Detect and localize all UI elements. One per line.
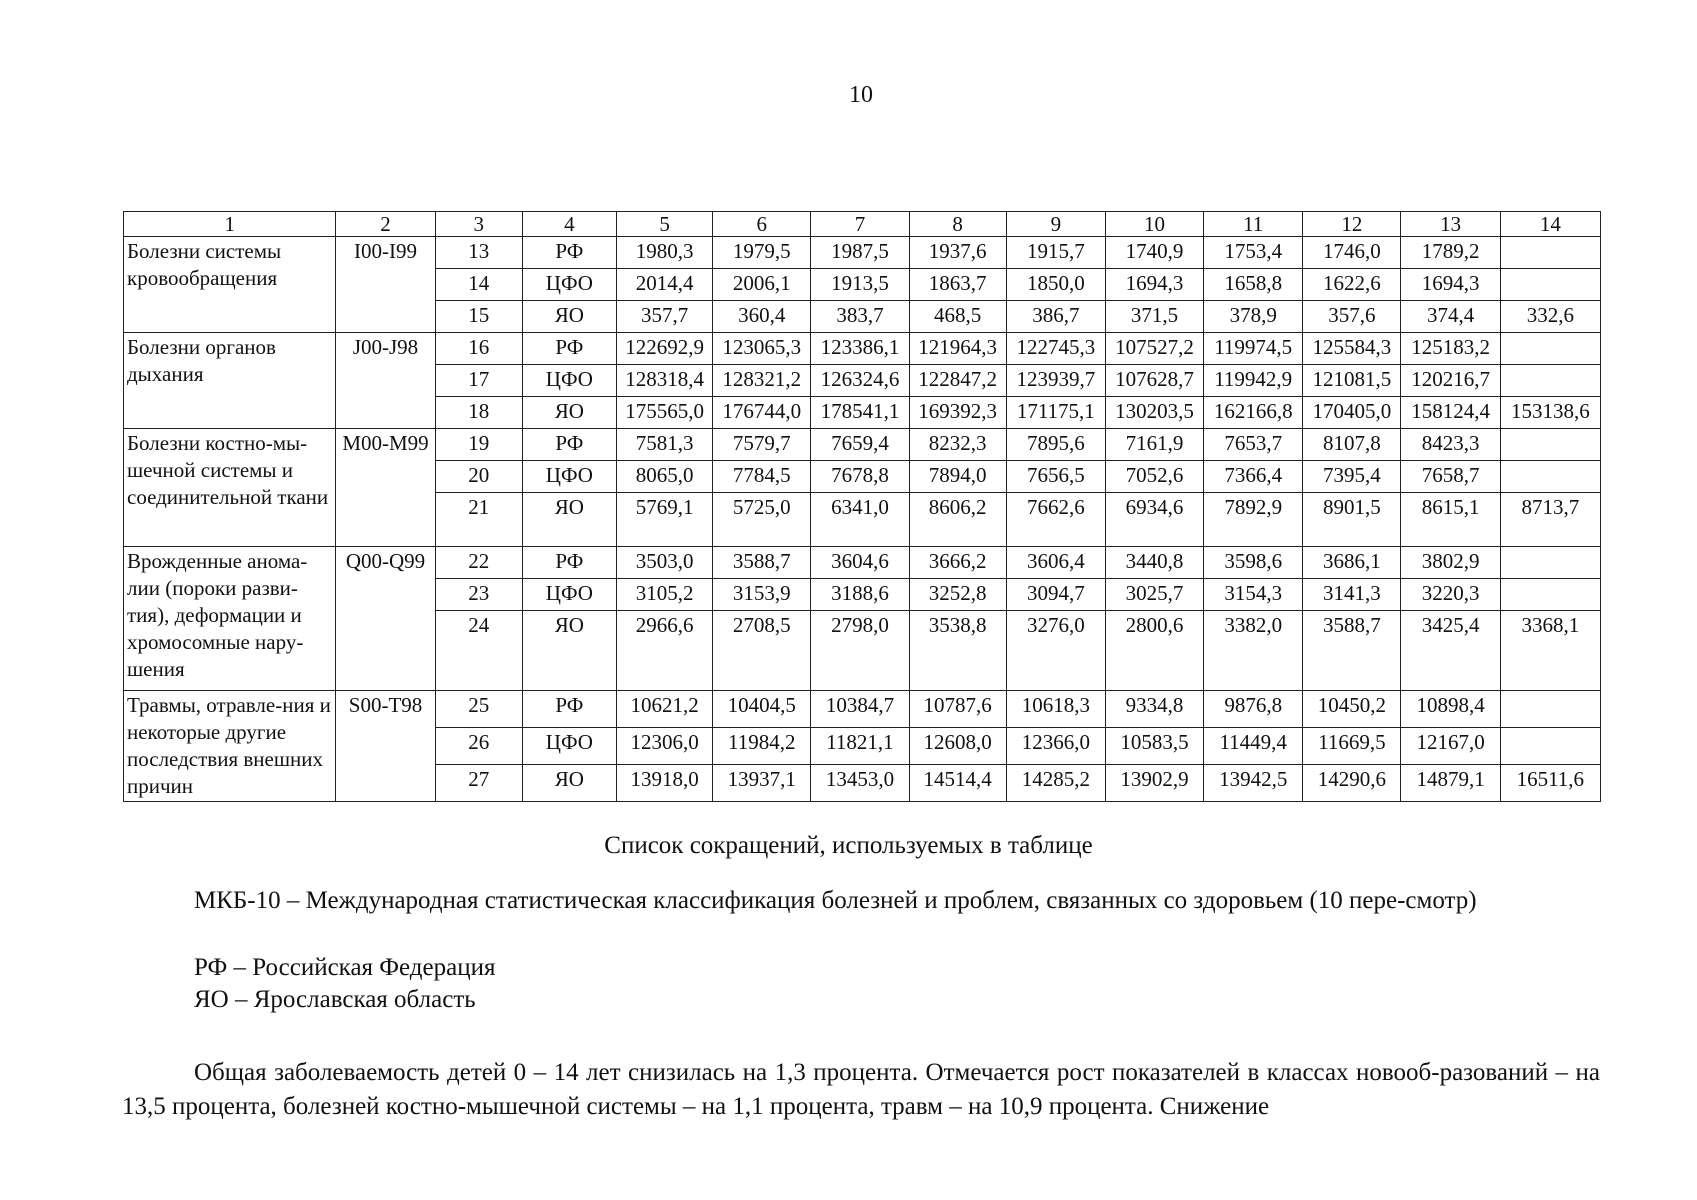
value-cell: 8232,3 bbox=[909, 429, 1006, 461]
value-cell: 8107,8 bbox=[1303, 429, 1401, 461]
value-cell bbox=[1500, 728, 1600, 765]
value-cell: 9334,8 bbox=[1105, 691, 1203, 728]
value-cell: 13453,0 bbox=[811, 765, 909, 802]
value-cell: 16511,6 bbox=[1500, 765, 1600, 802]
value-cell: 2800,6 bbox=[1105, 611, 1203, 691]
value-cell: 12366,0 bbox=[1006, 728, 1105, 765]
value-cell: 3666,2 bbox=[909, 547, 1006, 579]
value-cell: 371,5 bbox=[1105, 301, 1203, 333]
value-cell: 8713,7 bbox=[1500, 493, 1600, 547]
value-cell: 153138,6 bbox=[1500, 397, 1600, 429]
header-cell: 1 bbox=[124, 212, 336, 237]
region-cell: ЦФО bbox=[522, 461, 616, 493]
value-cell: 7579,7 bbox=[713, 429, 811, 461]
value-cell: 1789,2 bbox=[1401, 237, 1500, 269]
disease-class-name: Травмы, отравле-ния и некоторые другие последствия внешних причин bbox=[124, 691, 336, 802]
value-cell: 386,7 bbox=[1006, 301, 1105, 333]
paragraph-text: Общая заболеваемость детей 0 – 14 лет снизилась на 1,3 процента. Отмечается рост показателей в классах новооб-разований – на 13,5 процента, болезней костно-мышечной системы – на 1,1 процента, травм – на 10,9 процента. Снижение bbox=[122, 1059, 1600, 1120]
value-cell: 6934,6 bbox=[1105, 493, 1203, 547]
value-cell: 3153,9 bbox=[713, 579, 811, 611]
row-number: 22 bbox=[435, 547, 522, 579]
value-cell bbox=[1500, 461, 1600, 493]
value-cell: 3604,6 bbox=[811, 547, 909, 579]
disease-class-name: Болезни костно-мы-шечной системы и соединительной ткани bbox=[124, 429, 336, 547]
value-cell: 468,5 bbox=[909, 301, 1006, 333]
value-cell: 130203,5 bbox=[1105, 397, 1203, 429]
value-cell: 11449,4 bbox=[1204, 728, 1303, 765]
table-body bbox=[124, 212, 1601, 802]
value-cell: 8606,2 bbox=[909, 493, 1006, 547]
value-cell: 3440,8 bbox=[1105, 547, 1203, 579]
value-cell: 107628,7 bbox=[1105, 365, 1203, 397]
value-cell: 1863,7 bbox=[909, 269, 1006, 301]
value-cell: 1850,0 bbox=[1006, 269, 1105, 301]
table-row bbox=[124, 237, 1601, 269]
value-cell: 121964,3 bbox=[909, 333, 1006, 365]
value-cell: 7892,9 bbox=[1204, 493, 1303, 547]
value-cell: 10583,5 bbox=[1105, 728, 1203, 765]
value-cell: 3188,6 bbox=[811, 579, 909, 611]
value-cell: 1980,3 bbox=[616, 237, 712, 269]
value-cell: 1622,6 bbox=[1303, 269, 1401, 301]
value-cell: 10621,2 bbox=[616, 691, 712, 728]
value-cell: 12167,0 bbox=[1401, 728, 1500, 765]
value-cell: 3588,7 bbox=[713, 547, 811, 579]
value-cell: 8615,1 bbox=[1401, 493, 1500, 547]
value-cell: 357,6 bbox=[1303, 301, 1401, 333]
value-cell: 119942,9 bbox=[1204, 365, 1303, 397]
header-cell: 6 bbox=[713, 212, 811, 237]
value-cell: 378,9 bbox=[1204, 301, 1303, 333]
value-cell: 3598,6 bbox=[1204, 547, 1303, 579]
region-cell: ЦФО bbox=[522, 579, 616, 611]
header-cell: 9 bbox=[1006, 212, 1105, 237]
row-number: 26 bbox=[435, 728, 522, 765]
value-cell: 357,7 bbox=[616, 301, 712, 333]
value-cell: 1753,4 bbox=[1204, 237, 1303, 269]
row-number: 21 bbox=[435, 493, 522, 547]
row-number: 25 bbox=[435, 691, 522, 728]
abbreviation-text: ЯО – Ярославская область bbox=[194, 986, 476, 1013]
value-cell: 13937,1 bbox=[713, 765, 811, 802]
row-number: 20 bbox=[435, 461, 522, 493]
value-cell: 125183,2 bbox=[1401, 333, 1500, 365]
region-cell: ЯО bbox=[522, 397, 616, 429]
abbreviation-rf bbox=[122, 952, 1572, 984]
row-number: 18 bbox=[435, 397, 522, 429]
value-cell: 122847,2 bbox=[909, 365, 1006, 397]
disease-class-name: Болезни органов дыхания bbox=[124, 333, 336, 429]
value-cell: 123386,1 bbox=[811, 333, 909, 365]
value-cell: 123939,7 bbox=[1006, 365, 1105, 397]
value-cell: 10384,7 bbox=[811, 691, 909, 728]
value-cell: 3588,7 bbox=[1303, 611, 1401, 691]
row-number: 23 bbox=[435, 579, 522, 611]
value-cell: 3802,9 bbox=[1401, 547, 1500, 579]
value-cell: 176744,0 bbox=[713, 397, 811, 429]
value-cell: 10787,6 bbox=[909, 691, 1006, 728]
value-cell: 1979,5 bbox=[713, 237, 811, 269]
icd-code: J00-J98 bbox=[336, 333, 435, 429]
value-cell: 5769,1 bbox=[616, 493, 712, 547]
value-cell: 128318,4 bbox=[616, 365, 712, 397]
icd-code: Q00-Q99 bbox=[336, 547, 435, 691]
abbreviation-mkb bbox=[122, 885, 1572, 917]
table-row bbox=[124, 691, 1601, 728]
row-number: 17 bbox=[435, 365, 522, 397]
value-cell: 3606,4 bbox=[1006, 547, 1105, 579]
value-cell bbox=[1500, 429, 1600, 461]
page-number: 10 bbox=[849, 82, 873, 108]
row-number: 19 bbox=[435, 429, 522, 461]
value-cell: 7662,6 bbox=[1006, 493, 1105, 547]
value-cell: 12306,0 bbox=[616, 728, 712, 765]
abbreviation-text: РФ – Российская Федерация bbox=[194, 954, 496, 981]
header-cell: 13 bbox=[1401, 212, 1500, 237]
header-cell: 7 bbox=[811, 212, 909, 237]
value-cell: 3276,0 bbox=[1006, 611, 1105, 691]
value-cell: 122692,9 bbox=[616, 333, 712, 365]
value-cell: 11984,2 bbox=[713, 728, 811, 765]
value-cell: 2014,4 bbox=[616, 269, 712, 301]
morbidity-table bbox=[123, 211, 1601, 802]
value-cell: 14879,1 bbox=[1401, 765, 1500, 802]
value-cell: 332,6 bbox=[1500, 301, 1600, 333]
value-cell: 7366,4 bbox=[1204, 461, 1303, 493]
value-cell: 3686,1 bbox=[1303, 547, 1401, 579]
value-cell: 3094,7 bbox=[1006, 579, 1105, 611]
value-cell: 3368,1 bbox=[1500, 611, 1600, 691]
value-cell: 3382,0 bbox=[1204, 611, 1303, 691]
row-number: 13 bbox=[435, 237, 522, 269]
header-cell: 8 bbox=[909, 212, 1006, 237]
value-cell: 14514,4 bbox=[909, 765, 1006, 802]
value-cell: 7161,9 bbox=[1105, 429, 1203, 461]
value-cell: 3025,7 bbox=[1105, 579, 1203, 611]
value-cell bbox=[1500, 269, 1600, 301]
value-cell bbox=[1500, 237, 1600, 269]
value-cell: 2966,6 bbox=[616, 611, 712, 691]
value-cell: 10404,5 bbox=[713, 691, 811, 728]
value-cell: 7656,5 bbox=[1006, 461, 1105, 493]
disease-class-name: Врожденные анома-лии (пороки разви-тия), деформации и хромосомные нару-шения bbox=[124, 547, 336, 691]
value-cell: 8065,0 bbox=[616, 461, 712, 493]
value-cell: 7659,4 bbox=[811, 429, 909, 461]
value-cell: 11821,1 bbox=[811, 728, 909, 765]
value-cell: 2798,0 bbox=[811, 611, 909, 691]
header-cell: 11 bbox=[1204, 212, 1303, 237]
value-cell bbox=[1500, 579, 1600, 611]
table-row bbox=[124, 429, 1601, 461]
value-cell: 1694,3 bbox=[1105, 269, 1203, 301]
region-cell: ЯО bbox=[522, 301, 616, 333]
value-cell: 7894,0 bbox=[909, 461, 1006, 493]
value-cell: 7052,6 bbox=[1105, 461, 1203, 493]
value-cell: 1658,8 bbox=[1204, 269, 1303, 301]
abbreviations-heading: Список сокращений, используемых в таблице bbox=[604, 832, 1093, 859]
value-cell: 383,7 bbox=[811, 301, 909, 333]
value-cell: 107527,2 bbox=[1105, 333, 1203, 365]
value-cell: 120216,7 bbox=[1401, 365, 1500, 397]
value-cell: 126324,6 bbox=[811, 365, 909, 397]
value-cell: 7581,3 bbox=[616, 429, 712, 461]
value-cell: 10898,4 bbox=[1401, 691, 1500, 728]
region-cell: ЯО bbox=[522, 611, 616, 691]
header-cell: 10 bbox=[1105, 212, 1203, 237]
row-number: 16 bbox=[435, 333, 522, 365]
value-cell bbox=[1500, 365, 1600, 397]
value-cell: 121081,5 bbox=[1303, 365, 1401, 397]
value-cell: 9876,8 bbox=[1204, 691, 1303, 728]
value-cell: 3105,2 bbox=[616, 579, 712, 611]
value-cell: 360,4 bbox=[713, 301, 811, 333]
value-cell: 175565,0 bbox=[616, 397, 712, 429]
value-cell: 6341,0 bbox=[811, 493, 909, 547]
table-row bbox=[124, 333, 1601, 365]
value-cell: 5725,0 bbox=[713, 493, 811, 547]
row-number: 15 bbox=[435, 301, 522, 333]
value-cell bbox=[1500, 691, 1600, 728]
table-header-row bbox=[124, 212, 1601, 237]
region-cell: ЯО bbox=[522, 493, 616, 547]
value-cell: 13902,9 bbox=[1105, 765, 1203, 802]
region-cell: ЦФО bbox=[522, 728, 616, 765]
value-cell: 3503,0 bbox=[616, 547, 712, 579]
value-cell: 14285,2 bbox=[1006, 765, 1105, 802]
header-cell: 3 bbox=[435, 212, 522, 237]
region-cell: РФ bbox=[522, 691, 616, 728]
value-cell: 1740,9 bbox=[1105, 237, 1203, 269]
value-cell: 12608,0 bbox=[909, 728, 1006, 765]
value-cell: 3425,4 bbox=[1401, 611, 1500, 691]
row-number: 24 bbox=[435, 611, 522, 691]
value-cell: 10618,3 bbox=[1006, 691, 1105, 728]
value-cell: 1915,7 bbox=[1006, 237, 1105, 269]
value-cell: 14290,6 bbox=[1303, 765, 1401, 802]
value-cell: 178541,1 bbox=[811, 397, 909, 429]
value-cell bbox=[1500, 547, 1600, 579]
value-cell: 7895,6 bbox=[1006, 429, 1105, 461]
value-cell: 13942,5 bbox=[1204, 765, 1303, 802]
value-cell: 169392,3 bbox=[909, 397, 1006, 429]
region-cell: РФ bbox=[522, 333, 616, 365]
value-cell: 3141,3 bbox=[1303, 579, 1401, 611]
table-row bbox=[124, 547, 1601, 579]
value-cell: 11669,5 bbox=[1303, 728, 1401, 765]
value-cell: 128321,2 bbox=[713, 365, 811, 397]
region-cell: ЦФО bbox=[522, 365, 616, 397]
value-cell: 3538,8 bbox=[909, 611, 1006, 691]
value-cell: 162166,8 bbox=[1204, 397, 1303, 429]
value-cell: 8423,3 bbox=[1401, 429, 1500, 461]
value-cell: 1913,5 bbox=[811, 269, 909, 301]
value-cell: 7653,7 bbox=[1204, 429, 1303, 461]
value-cell bbox=[1500, 333, 1600, 365]
region-cell: ЦФО bbox=[522, 269, 616, 301]
region-cell: РФ bbox=[522, 429, 616, 461]
value-cell: 125584,3 bbox=[1303, 333, 1401, 365]
abbreviation-text: МКБ-10 – Международная статистическая классификация болезней и проблем, связанных со здоровьем (10 пере-смотр) bbox=[194, 887, 1477, 914]
row-number: 27 bbox=[435, 765, 522, 802]
value-cell: 171175,1 bbox=[1006, 397, 1105, 429]
region-cell: ЯО bbox=[522, 765, 616, 802]
value-cell: 119974,5 bbox=[1204, 333, 1303, 365]
header-cell: 12 bbox=[1303, 212, 1401, 237]
value-cell: 3154,3 bbox=[1204, 579, 1303, 611]
value-cell: 3220,3 bbox=[1401, 579, 1500, 611]
value-cell: 2708,5 bbox=[713, 611, 811, 691]
icd-code: S00-T98 bbox=[336, 691, 435, 802]
value-cell: 1987,5 bbox=[811, 237, 909, 269]
value-cell: 7678,8 bbox=[811, 461, 909, 493]
header-cell: 2 bbox=[336, 212, 435, 237]
value-cell: 8901,5 bbox=[1303, 493, 1401, 547]
value-cell: 1746,0 bbox=[1303, 237, 1401, 269]
abbreviation-yao bbox=[122, 984, 1572, 1016]
region-cell: РФ bbox=[522, 237, 616, 269]
value-cell: 123065,3 bbox=[713, 333, 811, 365]
header-cell: 14 bbox=[1500, 212, 1600, 237]
value-cell: 158124,4 bbox=[1401, 397, 1500, 429]
value-cell: 7784,5 bbox=[713, 461, 811, 493]
region-cell: РФ bbox=[522, 547, 616, 579]
value-cell: 13918,0 bbox=[616, 765, 712, 802]
header-cell: 5 bbox=[616, 212, 712, 237]
value-cell: 2006,1 bbox=[713, 269, 811, 301]
value-cell: 374,4 bbox=[1401, 301, 1500, 333]
value-cell: 10450,2 bbox=[1303, 691, 1401, 728]
value-cell: 7658,7 bbox=[1401, 461, 1500, 493]
value-cell: 3252,8 bbox=[909, 579, 1006, 611]
body-paragraph bbox=[122, 1056, 1600, 1124]
value-cell: 122745,3 bbox=[1006, 333, 1105, 365]
value-cell: 170405,0 bbox=[1303, 397, 1401, 429]
value-cell: 1937,6 bbox=[909, 237, 1006, 269]
value-cell: 7395,4 bbox=[1303, 461, 1401, 493]
disease-class-name: Болезни системы кровообращения bbox=[124, 237, 336, 333]
value-cell: 1694,3 bbox=[1401, 269, 1500, 301]
row-number: 14 bbox=[435, 269, 522, 301]
icd-code: I00-I99 bbox=[336, 237, 435, 333]
header-cell: 4 bbox=[522, 212, 616, 237]
icd-code: М00-М99 bbox=[336, 429, 435, 547]
